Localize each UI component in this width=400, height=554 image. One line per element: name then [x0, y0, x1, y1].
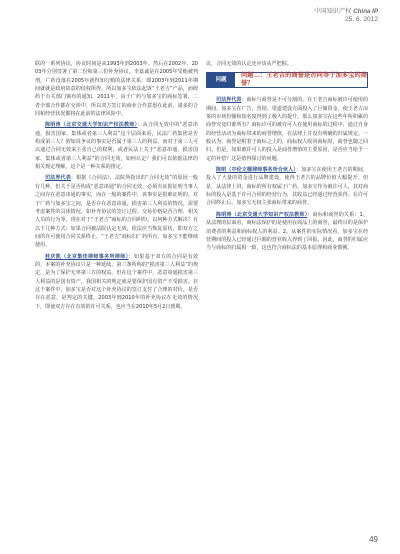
right-paragraph-0: 议，合同无效的认定还应该从严把握。	[206, 61, 292, 67]
speaker-label: 司法界代表	[216, 97, 242, 104]
paragraph-text: ：从合同无效中的“恶意串通，损害国家、集体或者第三人利益”这个层面来看，民法广药集团是否构成第三人？假如说争议的事实是否属于第三人的利益，而对于第三人可以通过合同无效来主张自己的权利。或者民法上关于“恶意串通，损害国家、集体或者第三人利益”的合同无效，如何认定？我们可以依据法律的相关规定理解，这个是一种关系的推定。	[35, 122, 198, 171]
left-paragraph-1: 联的一系列协议，协议时间是从1993年到2003年。然后在2002年、2003年分别签署了第二份和第三份补充协议。李嘉诚是在2005年受贿被判刑。广药没落在2005年就得知行贿的法律关系，即2003年到2011年期间就就是政府故意的侵权所得。所以加多宝依法起诉“王老吉”产品，而碍药于有关部门颁布的通知，2011年，由于广药与加多宝的商标签署，二者全部合作都在交涉中，所以双方签订的商业合作意愿在此前，诸多的合同和经营状况都将在此前的法律风险中。	[35, 61, 198, 118]
right-paragraph-3	[206, 211, 368, 253]
right-paragraph-1	[206, 96, 368, 163]
right-column	[206, 60, 368, 256]
issue-date: 25. 6. 2012	[345, 16, 378, 23]
paragraph-text: ：商标和商誉的关系：1、从法理的层面看，商标法保护的是使用在商品上的商誉，最终目的是保护消费者的利益和商标权人的利益。2、从案件的实际情况看，加多宝在经营期间的投入已经通过巨额的营业收入得到了回报。因此，商誉的归属应当与商标的归属相一致，这也符合商标法的基本原理和商业惯例。	[206, 211, 368, 252]
question-banner	[206, 72, 368, 88]
publication-title	[208, 8, 378, 16]
speaker-label: 司法界代表	[45, 175, 71, 182]
question-tag: 问题	[207, 73, 235, 87]
speaker-label: 陈明涛（北京交通大学知识产权法教师）	[216, 211, 308, 218]
left-paragraph-2	[35, 121, 198, 171]
question-text: 问题二：王老吉的商誉是否同等于加多宝的商誉？	[241, 72, 367, 88]
speaker-label: 陈明涛（北京交通大学知识产权法教师）	[45, 122, 138, 129]
publication-name: 中国知识产权	[314, 8, 352, 15]
page-number: 49	[369, 535, 378, 544]
paragraph-text: ：商标与商誉是不可分割的。在王老吉商标被许可使用的期间，加多宝在广告、营销、渠道建设方面投入了巨额资金，使王老吉凉茶的市场份额和知名度得到了极大的提升。那么加多宝在这些年所积累的商誉究竟归谁所有？商标许可的被许可人在使用商标的过程中，通过自身的经营活动为商标带来的商誉增值，在法律上并没有明确的归属规定。一般认为，商誉是附着于商标之上的，商标权人收回商标时，商誉也随之回归。但是，如果被许可人的投入是商誉增值的主要原因，是否应当给予一定的补偿？这是值得探讨的问题。	[206, 97, 369, 162]
speaker-label: 桂庆凯（北京集佳律师事务所律师）	[45, 253, 129, 260]
publication-name-en: China IP	[353, 8, 378, 15]
page-header	[208, 8, 378, 24]
speaker-label: 陈明（中伦文德律师事务所合伙人）	[216, 167, 296, 174]
left-paragraph-4	[35, 253, 198, 311]
paragraph-text: ：如果基于双方的合同是有效的，本案的补充协议只是一种延续。第三条所称的“损害第三人利益”的规定，是为了保护无辜第三方的权益。但在这个案件中，恶意串通损害第三人利益的是国有资产，我国相关的规定就是要保护国有资产不受损害。在这个案件中，加多宝是否对这个补充协议的签订支付了合理的对价，是否存在恶意，是判定的关键。2003年到2010年的补充协议在无效的情况下，即使双方存在有效的许可关系，也应当在2010年5月2日到期。	[35, 253, 199, 310]
left-column	[35, 60, 198, 314]
right-paragraph-2	[206, 166, 368, 208]
paragraph-text: ：加多宝在使用王老吉的期间，投入了大量的资金进行品牌建设，使得王老吉的品牌价值大幅提升。但是，从法律上讲，商标的所有权属于广药，加多宝作为被许可人，其对商标的投入是基于许可合同的经营行为，其收益已经通过经营获得。在许可合同终止后，加多宝无权主张商标带来的商誉。	[206, 167, 369, 207]
paragraph-text: ：根据《合同法》，法院所指出的“合同无效”的原因一般有几种，但关于是否构成“恶意串通”的合同无效，必须有证据证明当事人之间存在恶意串通的事实，而在一般的案件中，该事实是很难证明的。对于广药与加多宝之间，是否存在恶意串通，损害第三人利益的情况，需要考虑案件的具体情况，如补充协议的签订过程、交易价格是否合理、相关人员的行为等。现在对于“王老吉”商标的合同纠纷，以何种方式解决？有以下几种方式：如果合同被法院认定无效，依法应当恢复原状，即双方之间的许可使用合同关系终止。“王老吉”商标归广药所有，加多宝不能继续使用。	[35, 175, 198, 249]
left-paragraph-3	[35, 174, 198, 249]
